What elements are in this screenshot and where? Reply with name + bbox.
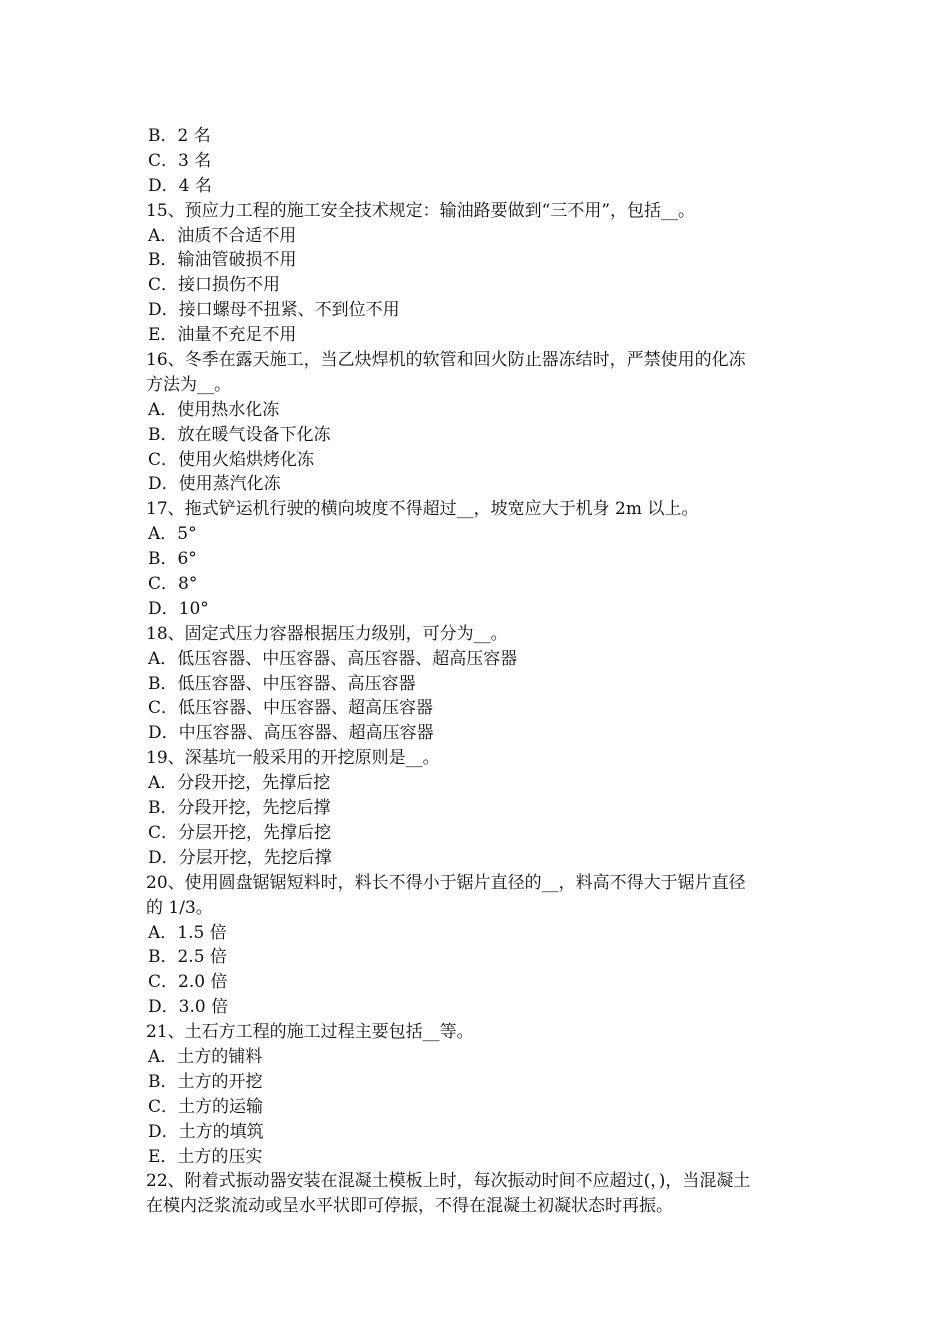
question-text-line: 17、拖式铲运机行驶的横向坡度不得超过__，坡宽应大于机身 2m 以上。 — [146, 499, 699, 520]
answer-option-line: A．土方的铺料 — [148, 1046, 263, 1067]
answer-option-line: B．土方的开挖 — [148, 1071, 263, 1092]
question-text-line: 19、深基坑一般采用的开挖原则是__。 — [146, 748, 440, 769]
answer-option-line: C．2.0 倍 — [148, 972, 228, 993]
answer-option-line: C．土方的运输 — [148, 1096, 264, 1117]
answer-option-line: E．油量不充足不用 — [148, 325, 297, 346]
answer-option-line: C．3 名 — [148, 150, 212, 171]
answer-option-line: C．使用火焰烘烤化冻 — [148, 449, 315, 470]
question-text-line: 的 1/3。 — [146, 897, 213, 918]
question-text-line: 方法为__。 — [146, 374, 231, 395]
answer-option-line: B．分段开挖，先挖后撑 — [148, 798, 331, 819]
answer-option-line: B．放在暖气设备下化冻 — [148, 424, 331, 445]
question-text-line: 16、冬季在露天施工，当乙炔焊机的软管和回火防止器冻结时，严禁使用的化冻 — [146, 350, 746, 371]
question-text-line: 15、预应力工程的施工安全技术规定：输油路要做到“三不用”，包括__。 — [146, 200, 696, 221]
question-text-line: 18、固定式压力容器根据压力级别，可分为__。 — [146, 623, 508, 644]
answer-option-line: A．1.5 倍 — [148, 922, 227, 943]
question-text-line: 22、附着式振动器安装在混凝土模板上时，每次振动时间不应超过(，)，当混凝土 — [146, 1171, 751, 1192]
answer-option-line: C．接口损伤不用 — [148, 275, 281, 296]
answer-option-line: A．5° — [148, 524, 197, 545]
answer-option-line: D．4 名 — [148, 175, 212, 196]
answer-option-line: A．分段开挖，先撑后挖 — [148, 773, 331, 794]
answer-option-line: D．3.0 倍 — [148, 997, 229, 1018]
question-text-line: 21、土石方工程的施工过程主要包括__等。 — [146, 1022, 474, 1043]
answer-option-line: D．分层开挖，先挖后撑 — [148, 847, 332, 868]
answer-option-line: D．10° — [148, 598, 209, 619]
answer-option-line: C．8° — [148, 574, 198, 595]
answer-option-line: C．分层开挖，先撑后挖 — [148, 822, 332, 843]
answer-option-line: D．使用蒸汽化冻 — [148, 474, 281, 495]
answer-option-line: A．油质不合适不用 — [148, 225, 297, 246]
answer-option-line: B．低压容器、中压容器、高压容器 — [148, 673, 416, 694]
question-text-line: 在模内泛浆流动或呈水平状即可停振，不得在混凝土初凝状态时再振。 — [146, 1196, 673, 1217]
answer-option-line: C．低压容器、中压容器、超高压容器 — [148, 698, 434, 719]
answer-option-line: B．输油管破损不用 — [148, 250, 297, 271]
answer-option-line: A．低压容器、中压容器、高压容器、超高压容器 — [148, 648, 518, 669]
document-body — [146, 124, 811, 1219]
answer-option-line: B．6° — [148, 549, 197, 570]
answer-option-line: A．使用热水化冻 — [148, 399, 280, 420]
answer-option-line: D．中压容器、高压容器、超高压容器 — [148, 723, 434, 744]
question-text-line: 20、使用圆盘锯锯短料时，料长不得小于锯片直径的__，料高不得大于锯片直径 — [146, 872, 746, 893]
answer-option-line: D．接口螺母不扭紧、不到位不用 — [148, 300, 400, 321]
answer-option-line: D．土方的填筑 — [148, 1121, 264, 1142]
answer-option-line: B．2 名 — [148, 126, 211, 146]
answer-option-line: E．土方的压实 — [148, 1146, 263, 1167]
answer-option-line: B．2.5 倍 — [148, 947, 227, 968]
